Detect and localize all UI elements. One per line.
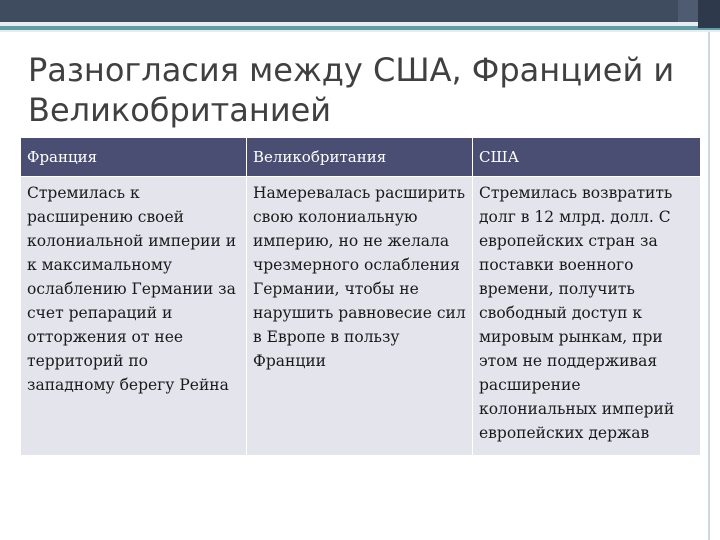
cell-great-britain-position: Намеревалась расширить свою колониальную империю, но не желала чрезмерного ослабления Германии, чтобы не нарушить равновесие сил в Европе в пользу Франции (247, 177, 473, 456)
top-right-corner-block (698, 0, 720, 28)
cell-france-position: Стремилась к расширению своей колониальной империи и к максимальному ослаблению Германии за счет репараций и отторжения от нее территорий по западному берегу Рейна (21, 177, 247, 456)
header-usa: США (473, 138, 701, 177)
top-right-decor-block (678, 0, 698, 22)
table-header-row (21, 138, 701, 177)
comparison-table (20, 137, 701, 456)
header-great-britain: Великобритания (247, 138, 473, 177)
top-decor-band (0, 0, 720, 22)
top-decor-accent-line (0, 26, 720, 30)
table-row (21, 177, 701, 456)
slide-title: Разногласия между США, Францией и Великобританией (28, 51, 675, 129)
cell-usa-position: Стремилась возвратить долг в 12 млрд. долл. С европейских стран за поставки военного времени, получить свободный доступ к мировым рынкам, при этом не поддерживая расширение колониальных империй европейских держав (473, 177, 701, 456)
header-france: Франция (21, 138, 247, 177)
